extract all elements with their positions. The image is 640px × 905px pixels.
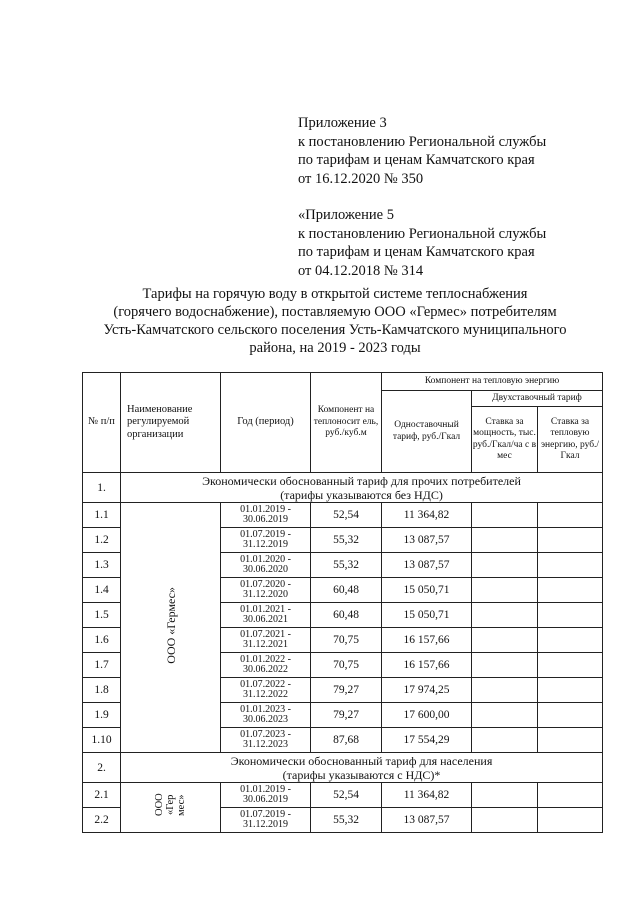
organization-name: ООО «Гер мес» bbox=[154, 793, 187, 817]
single-rate-tariff: 17 554,29 bbox=[382, 728, 472, 753]
row-number: 1.2 bbox=[83, 528, 121, 553]
col-header-water: Компонент на теплоносит ель, руб./куб.м bbox=[311, 373, 382, 473]
section-number: 2. bbox=[83, 753, 121, 783]
water-component: 52,54 bbox=[311, 783, 382, 808]
single-rate-tariff: 15 050,71 bbox=[382, 578, 472, 603]
period-end: 30.06.2022 bbox=[243, 664, 288, 675]
section-title bbox=[121, 753, 603, 783]
row-number: 1.6 bbox=[83, 628, 121, 653]
period-end: 30.06.2019 bbox=[243, 514, 288, 525]
capacity-rate bbox=[472, 678, 538, 703]
water-component: 87,68 bbox=[311, 728, 382, 753]
organization-cell bbox=[121, 783, 221, 833]
single-rate-tariff: 11 364,82 bbox=[382, 503, 472, 528]
table-row bbox=[83, 503, 603, 528]
col-header-period: Год (период) bbox=[221, 373, 311, 473]
period-start: 01.07.2023 - bbox=[240, 728, 291, 740]
row-number: 1.9 bbox=[83, 703, 121, 728]
single-rate-tariff: 17 974,25 bbox=[382, 678, 472, 703]
capacity-rate bbox=[472, 503, 538, 528]
organization-cell bbox=[121, 503, 221, 753]
capacity-rate bbox=[472, 653, 538, 678]
row-number: 1.7 bbox=[83, 653, 121, 678]
organization-name: ООО «Гермес» bbox=[163, 586, 178, 664]
period-cell bbox=[221, 783, 311, 808]
header-line: к постановлению Региональной службы bbox=[298, 133, 547, 150]
section-title-line: (тарифы указываются с НДС)* bbox=[282, 767, 441, 782]
header-line: по тарифам и ценам Камчатского края bbox=[298, 244, 535, 260]
capacity-rate bbox=[472, 528, 538, 553]
water-component: 55,32 bbox=[311, 553, 382, 578]
single-rate-tariff: 11 364,82 bbox=[382, 783, 472, 808]
period-end: 30.06.2023 bbox=[243, 714, 288, 725]
row-number: 1.5 bbox=[83, 603, 121, 628]
col-header-energy-group: Компонент на тепловую энергию bbox=[382, 373, 603, 391]
col-header-single: Одноставочный тариф, руб./Гкал bbox=[382, 391, 472, 473]
energy-rate bbox=[538, 503, 603, 528]
single-rate-tariff: 16 157,66 bbox=[382, 653, 472, 678]
energy-rate bbox=[538, 603, 603, 628]
period-start: 01.01.2021 - bbox=[240, 603, 291, 615]
period-start: 01.07.2022 - bbox=[240, 678, 291, 690]
tariff-table bbox=[82, 372, 603, 833]
capacity-rate bbox=[472, 703, 538, 728]
header-line: «Приложение 5 bbox=[298, 207, 394, 223]
capacity-rate bbox=[472, 553, 538, 578]
single-rate-tariff: 13 087,57 bbox=[382, 528, 472, 553]
title-line: района, на 2019 - 2023 годы bbox=[249, 340, 421, 356]
capacity-rate bbox=[472, 578, 538, 603]
water-component: 79,27 bbox=[311, 678, 382, 703]
row-number: 1.8 bbox=[83, 678, 121, 703]
capacity-rate bbox=[472, 628, 538, 653]
energy-rate bbox=[538, 578, 603, 603]
single-rate-tariff: 13 087,57 bbox=[382, 553, 472, 578]
energy-rate bbox=[538, 653, 603, 678]
row-number: 2.2 bbox=[83, 808, 121, 833]
water-component: 60,48 bbox=[311, 578, 382, 603]
section-title bbox=[121, 473, 603, 503]
header-line: по тарифам и ценам Камчатского края bbox=[298, 152, 535, 168]
energy-rate bbox=[538, 703, 603, 728]
section-row bbox=[83, 473, 603, 503]
header-line: Приложение 3 bbox=[298, 115, 387, 131]
energy-rate bbox=[538, 783, 603, 808]
period-end: 31.12.2020 bbox=[243, 589, 288, 600]
period-start: 01.01.2022 - bbox=[240, 653, 291, 665]
row-number: 1.4 bbox=[83, 578, 121, 603]
row-number: 2.1 bbox=[83, 783, 121, 808]
period-end: 31.12.2019 bbox=[243, 819, 288, 830]
section-title-line: Экономически обоснованный тариф для прочих потребителей bbox=[202, 473, 521, 488]
period-cell bbox=[221, 503, 311, 528]
section-row bbox=[83, 753, 603, 783]
single-rate-tariff: 17 600,00 bbox=[382, 703, 472, 728]
capacity-rate bbox=[472, 728, 538, 753]
energy-rate bbox=[538, 728, 603, 753]
row-number: 1.1 bbox=[83, 503, 121, 528]
col-header-capacity: Ставка за мощность, тыс. руб./Гкал/ча с в мес bbox=[472, 407, 538, 473]
period-start: 01.01.2023 - bbox=[240, 703, 291, 715]
appendix-3-block bbox=[298, 114, 546, 188]
water-component: 70,75 bbox=[311, 628, 382, 653]
title-line: Тарифы на горячую воду в открытой системе теплоснабжения bbox=[142, 286, 528, 302]
period-cell bbox=[221, 678, 311, 703]
period-start: 01.01.2019 - bbox=[240, 503, 291, 515]
header-line: к постановлению Региональной службы bbox=[298, 225, 547, 242]
title-line: (горячего водоснабжение), поставляемую ООО «Гермес» потребителям bbox=[113, 304, 557, 320]
period-end: 31.12.2019 bbox=[243, 539, 288, 550]
single-rate-tariff: 13 087,57 bbox=[382, 808, 472, 833]
capacity-rate bbox=[472, 808, 538, 833]
period-start: 01.01.2020 - bbox=[240, 553, 291, 565]
period-cell bbox=[221, 728, 311, 753]
period-start: 01.01.2019 - bbox=[240, 783, 291, 795]
document-title bbox=[60, 285, 610, 357]
capacity-rate bbox=[472, 603, 538, 628]
title-line: Усть-Камчатского сельского поселения Усть-Камчатского муниципального bbox=[103, 322, 567, 338]
period-end: 30.06.2019 bbox=[243, 794, 288, 805]
header-line: от 16.12.2020 № 350 bbox=[298, 170, 424, 187]
row-number: 1.3 bbox=[83, 553, 121, 578]
period-cell bbox=[221, 553, 311, 578]
table-row bbox=[83, 783, 603, 808]
col-header-energy-rate: Ставка за тепловую энергию, руб./Гкал bbox=[538, 407, 603, 473]
capacity-rate bbox=[472, 783, 538, 808]
col-header-two-part: Двухставочный тариф bbox=[472, 391, 603, 407]
period-cell bbox=[221, 628, 311, 653]
energy-rate bbox=[538, 808, 603, 833]
period-cell bbox=[221, 528, 311, 553]
energy-rate bbox=[538, 553, 603, 578]
period-start: 01.07.2020 - bbox=[240, 578, 291, 590]
header-line: от 04.12.2018 № 314 bbox=[298, 262, 424, 279]
period-end: 31.12.2022 bbox=[243, 689, 288, 700]
appendix-5-block bbox=[298, 206, 546, 280]
appendix-header bbox=[298, 114, 546, 280]
period-start: 01.07.2019 - bbox=[240, 528, 291, 540]
row-number: 1.10 bbox=[83, 728, 121, 753]
energy-rate bbox=[538, 528, 603, 553]
period-end: 30.06.2021 bbox=[243, 614, 288, 625]
water-component: 60,48 bbox=[311, 603, 382, 628]
period-cell bbox=[221, 578, 311, 603]
period-cell bbox=[221, 603, 311, 628]
period-start: 01.07.2021 - bbox=[240, 628, 291, 640]
water-component: 79,27 bbox=[311, 703, 382, 728]
col-header-org: Наименование регулируемой организации bbox=[121, 373, 221, 473]
period-start: 01.07.2019 - bbox=[240, 808, 291, 820]
period-end: 30.06.2020 bbox=[243, 564, 288, 575]
period-end: 31.12.2023 bbox=[243, 739, 288, 750]
water-component: 70,75 bbox=[311, 653, 382, 678]
section-title-line: (тарифы указываются без НДС) bbox=[280, 487, 443, 502]
period-cell bbox=[221, 653, 311, 678]
water-component: 52,54 bbox=[311, 503, 382, 528]
water-component: 55,32 bbox=[311, 528, 382, 553]
single-rate-tariff: 16 157,66 bbox=[382, 628, 472, 653]
energy-rate bbox=[538, 628, 603, 653]
section-title-line: Экономически обоснованный тариф для населения bbox=[230, 753, 493, 768]
energy-rate bbox=[538, 678, 603, 703]
single-rate-tariff: 15 050,71 bbox=[382, 603, 472, 628]
section-number: 1. bbox=[83, 473, 121, 503]
water-component: 55,32 bbox=[311, 808, 382, 833]
period-cell bbox=[221, 703, 311, 728]
period-end: 31.12.2021 bbox=[243, 639, 288, 650]
header-row bbox=[83, 373, 603, 391]
col-header-num: № п/п bbox=[83, 373, 121, 473]
period-cell bbox=[221, 808, 311, 833]
